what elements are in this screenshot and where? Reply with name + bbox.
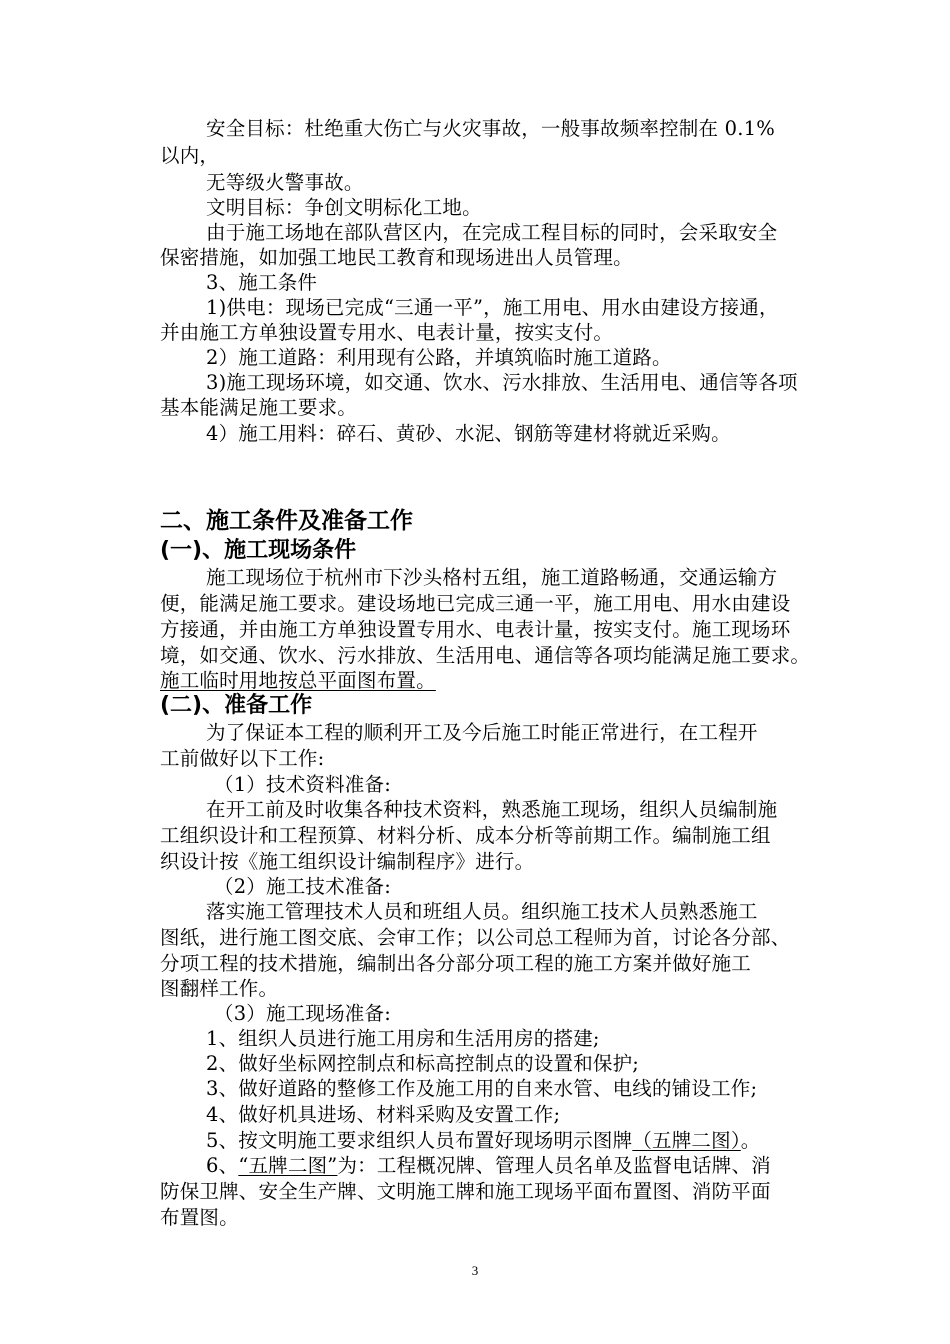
text-line xyxy=(160,1128,892,1154)
text-line: 落实施工管理技术人员和班组人员。组织施工技术人员熟悉施工 xyxy=(206,900,758,923)
text-line: 施工现场位于杭州市下沙头格村五组，施工道路畅通，交通运输方 xyxy=(206,566,778,589)
page-number: 3 xyxy=(471,1263,479,1278)
text-line: 并由施工方单独设置专用水、电表计量，按实支付。 xyxy=(160,321,614,344)
text-line: 无等级火警事故。 xyxy=(206,171,364,194)
text-line: 1、组织人员进行施工用房和生活用房的搭建; xyxy=(206,1027,600,1050)
text-line: 分项工程的技术措施，编制出各分部分项工程的施工方案并做好施工 xyxy=(160,952,752,975)
underlined-text: （五牌二图） xyxy=(632,1129,741,1152)
text-line: 3、做好道路的整修工作及施工用的自来水管、电线的铺设工作; xyxy=(206,1077,758,1100)
text-line: 为了保证本工程的顺利开工及今后施工时能正常进行，在工程开 xyxy=(206,721,758,744)
text-segment: 6、 xyxy=(206,1154,239,1177)
text-line: 1)供电：现场已完成“三通一平”，施工用电、用水由建设方接通， xyxy=(206,296,779,319)
underlined-text: 施工临时用地按总平面图布置。 xyxy=(160,669,436,692)
subsection-heading: (二)、准备工作 xyxy=(160,693,313,718)
text-line: 4、做好机具进场、材料采购及安置工作; xyxy=(206,1103,561,1126)
text-line: （1）技术资料准备: xyxy=(214,773,391,796)
text-line: 工组织设计和工程预算、材料分析、成本分析等前期工作。编制施工组 xyxy=(160,824,771,847)
text-segment: 5、按文明施工要求组织人员布置好现场明示图牌 xyxy=(206,1129,633,1152)
underlined-text: “五牌二图” xyxy=(238,1154,338,1177)
text-line: 防保卫牌、安全生产牌、文明施工牌和施工现场平面布置图、消防平面 xyxy=(160,1180,771,1203)
text-line: 2）施工道路：利用现有公路，并填筑临时施工道路。 xyxy=(206,346,672,369)
text-line: 2、做好坐标网控制点和标高控制点的设置和保护; xyxy=(206,1052,640,1075)
text-line: 织设计按《施工组织设计编制程序》进行。 xyxy=(160,850,535,873)
text-line: 便，能满足施工要求。建设场地已完成三通一平，施工用电、用水由建设 xyxy=(160,592,791,615)
text-line: 3)施工现场环境，如交通、饮水、污水排放、生活用电、通信等各项 xyxy=(206,371,798,394)
text-line: 图纸，进行施工图交底、会审工作；以公司总工程师为首，讨论各分部、 xyxy=(160,926,791,949)
text-line: 境，如交通、饮水、污水排放、生活用电、通信等各项均能满足施工要求。 xyxy=(160,644,811,667)
text-line xyxy=(160,668,846,694)
text-line: 保密措施，如加强工地民工教育和现场进出人员管理。 xyxy=(160,246,633,269)
text-line: 由于施工场地在部队营区内，在完成工程目标的同时，会采取安全 xyxy=(206,221,778,244)
text-line: 工前做好以下工作: xyxy=(160,747,325,770)
text-segment: 。 xyxy=(740,1129,761,1152)
section-heading: 二、施工条件及准备工作 xyxy=(160,508,413,534)
text-line: 基本能满足施工要求。 xyxy=(160,396,358,419)
text-segment: 为：工程概况牌、管理人员名单及监督电话牌、消 xyxy=(337,1154,771,1177)
text-line: 方接通，并由施工方单独设置专用水、电表计量，按实支付。施工现场环 xyxy=(160,618,791,641)
text-line: 文明目标：争创文明标化工地。 xyxy=(206,196,482,219)
text-line: 4）施工用料：碎石、黄砂、水泥、钢筋等建材将就近采购。 xyxy=(206,422,731,445)
text-line xyxy=(160,1153,892,1179)
subsection-heading: (一)、施工现场条件 xyxy=(160,538,357,563)
text-line: 安全目标：杜绝重大伤亡与火灾事故，一般事故频率控制在 0.1% xyxy=(206,117,775,140)
text-line: 图翻样工作。 xyxy=(160,977,279,1000)
text-line: 以内， xyxy=(160,144,220,167)
text-line: （2）施工技术准备: xyxy=(214,875,391,898)
text-line: 在开工前及时收集各种技术资料，熟悉施工现场，组织人员编制施 xyxy=(206,798,778,821)
text-line: （3）施工现场准备: xyxy=(214,1002,391,1025)
text-line: 3、施工条件 xyxy=(206,271,318,294)
text-line: 布置图。 xyxy=(160,1206,239,1229)
